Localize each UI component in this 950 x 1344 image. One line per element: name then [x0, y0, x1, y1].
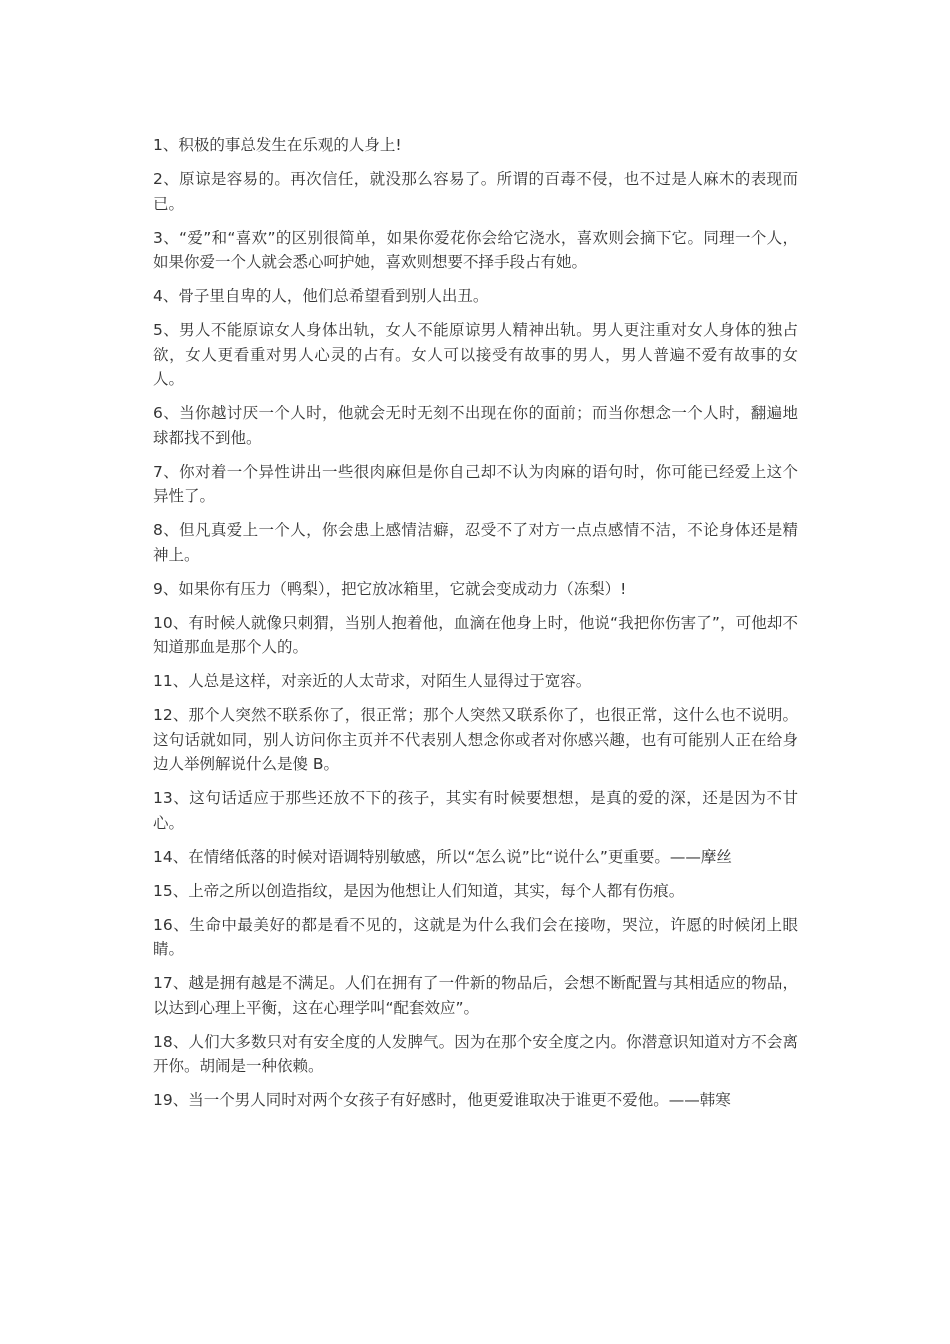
list-item: 8、但凡真爱上一个人，你会患上感情洁癖，忍受不了对方一点点感情不洁，不论身体还是精神上。 — [153, 521, 798, 564]
list-item: 7、你对着一个异性讲出一些很肉麻但是你自己却不认为肉麻的语句时，你可能已经爱上这个异性了。 — [153, 462, 798, 505]
list-item: 1、积极的事总发生在乐观的人身上! — [153, 136, 402, 154]
list-item: 17、越是拥有越是不满足。人们在拥有了一件新的物品后，会想不断配置与其相适应的物品，以达到心理上平衡，这在心理学叫“配套效应”。 — [153, 974, 798, 1017]
list-item: 13、这句话适应于那些还放不下的孩子，其实有时候要想想，是真的爱的深，还是因为不甘心。 — [153, 789, 798, 832]
list-item: 3、“爱”和“喜欢”的区别很简单，如果你爱花你会给它浇水，喜欢则会摘下它。同理一个人，如果你爱一个人就会悉心呵护她，喜欢则想要不择手段占有她。 — [153, 228, 798, 271]
list-item: 16、生命中最美好的都是看不见的，这就是为什么我们会在接吻，哭泣，许愿的时候闭上眼睛。 — [153, 915, 798, 958]
list-item: 5、男人不能原谅女人身体出轨，女人不能原谅男人精神出轨。男人更注重对女人身体的独占欲，女人更看重对男人心灵的占有。女人可以接受有故事的男人，男人普遍不爱有故事的女人。 — [153, 321, 798, 388]
list-item: 4、骨子里自卑的人，他们总希望看到别人出丑。 — [153, 287, 489, 305]
list-item: 9、如果你有压力（鸭梨），把它放冰箱里，它就会变成动力（冻梨）! — [153, 579, 627, 598]
list-item: 6、当你越讨厌一个人时，他就会无时无刻不出现在你的面前；而当你想念一个人时，翻遍地球都找不到他。 — [153, 404, 798, 447]
list-item: 2、原谅是容易的。再次信任，就没那么容易了。所谓的百毒不侵，也不过是人麻木的表现而已。 — [153, 170, 798, 213]
list-item: 12、那个人突然不联系你了，很正常；那个人突然又联系你了，也很正常，这什么也不说明。这句话就如同，别人访问你主页并不代表别人想念你或者对你感兴趣，也有可能别人正在给身边人举例解说什么是傻 B。 — [153, 706, 798, 773]
document-body — [153, 133, 798, 1122]
list-item: 15、上帝之所以创造指纹，是因为他想让人们知道，其实，每个人都有伤痕。 — [153, 881, 685, 900]
list-item: 10、有时候人就像只刺猬，当别人抱着他，血滴在他身上时，他说“我把你伤害了”，可他却不知道那血是那个人的。 — [153, 613, 798, 656]
list-item: 14、在情绪低落的时候对语调特别敏感，所以“怎么说”比“说什么”更重要。——摩丝 — [153, 847, 732, 866]
list-item: 18、人们大多数只对有安全度的人发脾气。因为在那个安全度之内。你潜意识知道对方不会离开你。胡闹是一种依赖。 — [153, 1032, 798, 1075]
list-item: 11、人总是这样，对亲近的人太苛求，对陌生人显得过于宽容。 — [153, 672, 592, 690]
list-item: 19、当一个男人同时对两个女孩子有好感时，他更爱谁取决于谁更不爱他。——韩寒 — [153, 1091, 731, 1109]
